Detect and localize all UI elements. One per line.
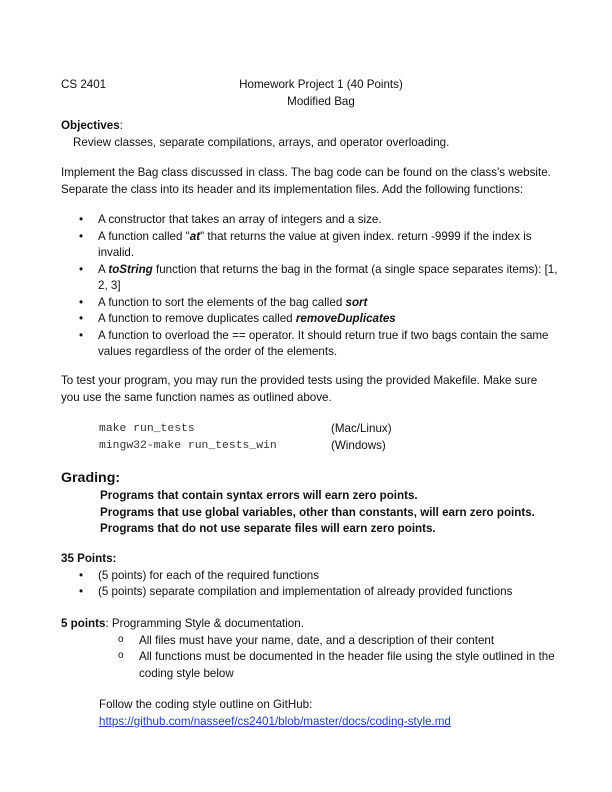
points-5-text: : Programming Style & documentation. xyxy=(105,617,304,630)
grading-heading: Grading: xyxy=(61,470,121,486)
command-windows: mingw32-make run_tests_win xyxy=(99,440,277,452)
list-item: • A function to remove duplicates called removeDuplicates xyxy=(61,311,559,328)
coding-style-heading: Follow the coding style outline on GitHub: xyxy=(99,698,313,711)
points-35-section xyxy=(61,551,561,601)
bullet-icon: • xyxy=(79,229,84,243)
bullet-icon: • xyxy=(79,213,84,226)
objectives-colon: : xyxy=(119,119,123,132)
command-windows-note: (Windows) xyxy=(331,439,386,452)
function-name-sort: sort xyxy=(345,295,368,309)
list-item: o All functions must be documented in the header file using the style outlined in the coding style below xyxy=(118,650,555,680)
intro-paragraph xyxy=(61,165,561,198)
command-row xyxy=(61,421,561,438)
bullet-icon: • xyxy=(79,585,84,598)
points-5-label: 5 points xyxy=(61,617,106,630)
list-item: • A function to sort the elements of the bag called sort xyxy=(61,295,559,312)
objectives-label: Objectives xyxy=(61,119,120,132)
command-mac-linux: make run_tests xyxy=(99,423,195,435)
coding-style-link[interactable]: https://github.com/nasseef/cs2401/blob/master/docs/coding-style.md xyxy=(99,714,451,728)
bullet-icon: • xyxy=(79,568,84,582)
grading-rule: Programs that use global variables, other than constants, will earn zero points. xyxy=(100,505,535,519)
points-5-section xyxy=(61,616,561,682)
grading-rule: Programs that do not use separate files will earn zero points. xyxy=(100,522,436,535)
bullet-icon: • xyxy=(79,295,84,309)
bullet-icon: • xyxy=(79,312,84,325)
function-name-tostring: toString xyxy=(108,262,153,276)
objectives-text: Review classes, separate compilations, arrays, and operator overloading. xyxy=(73,135,450,149)
grading-rule: Programs that contain syntax errors will earn zero points. xyxy=(100,489,418,502)
function-name-removeduplicates: removeDuplicates xyxy=(295,312,396,325)
bullet-icon: • xyxy=(79,262,84,276)
list-item: • (5 points) separate compilation and implementation of already provided functions xyxy=(61,584,561,601)
circle-bullet-icon: o xyxy=(118,650,124,661)
circle-bullet-icon: o xyxy=(118,633,124,645)
function-list xyxy=(61,212,559,361)
list-item: • A toString function that returns the bag in the format (a single space separates items): [1, 2, 3] xyxy=(79,262,558,292)
bullet-icon: • xyxy=(79,328,84,342)
grading-rules xyxy=(61,488,561,538)
intro-line-1: Implement the Bag class discussed in class. The bag code can be found on the class's website. xyxy=(61,166,551,179)
testing-paragraph: To test your program, you may run the provided tests using the provided Makefile. Make sure you use the same function names as outlined above. xyxy=(61,374,538,404)
document-header xyxy=(61,77,581,113)
title-line-2: Modified Bag xyxy=(287,95,355,108)
points-35-heading: 35 Points: xyxy=(61,552,117,565)
course-code: CS 2401 xyxy=(61,78,107,91)
coding-style-section xyxy=(99,697,559,730)
command-row xyxy=(61,438,561,455)
command-mac-linux-note: (Mac/Linux) xyxy=(331,422,392,435)
list-item: • A function to overload the == operator. It should return true if two bags contain the same values regardless of the order of the elements. xyxy=(79,328,549,358)
objectives-section xyxy=(61,118,561,151)
list-item: • (5 points) for each of the required functions xyxy=(61,568,561,585)
list-item: • A constructor that takes an array of integers and a size. xyxy=(61,212,559,229)
function-name-at: at xyxy=(189,229,201,243)
list-item: • A function called "at" that returns the value at given index. return -9999 if the index is invalid. xyxy=(79,229,532,259)
title-line-1: Homework Project 1 (40 Points) xyxy=(239,78,403,91)
test-commands xyxy=(61,421,561,455)
list-item: o All files must have your name, date, and a description of their content xyxy=(118,633,495,647)
intro-line-2: Separate the class into its header and its implementation files. Add the following functions: xyxy=(61,182,524,196)
